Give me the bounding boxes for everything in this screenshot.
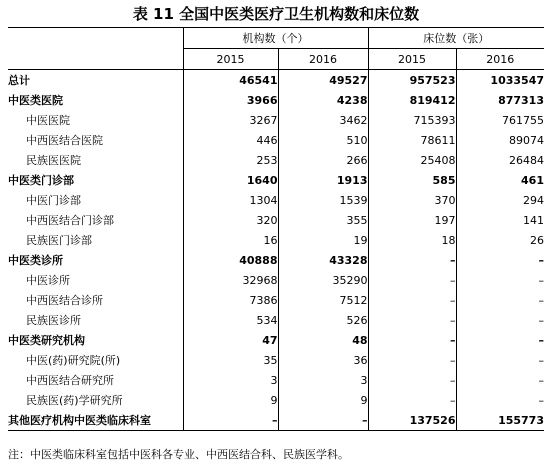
row-label: 民族医医院 bbox=[8, 150, 183, 170]
cell-beds-2015: – bbox=[368, 370, 456, 390]
cell-inst-2016: 19 bbox=[278, 230, 368, 250]
row-label: 中西医结合研究所 bbox=[8, 370, 183, 390]
cell-inst-2015: 1304 bbox=[183, 190, 278, 210]
cell-inst-2016: 266 bbox=[278, 150, 368, 170]
cell-beds-2016: – bbox=[538, 313, 544, 327]
cell-inst-2016: 526 bbox=[278, 310, 368, 330]
cell-beds-2015: 25408 bbox=[368, 150, 456, 170]
cell-inst-2015: 3 bbox=[183, 370, 278, 390]
cell-beds-2016: 89074 bbox=[509, 133, 544, 147]
cell-beds-2015: 18 bbox=[368, 230, 456, 250]
cell-inst-2015: 534 bbox=[183, 310, 278, 330]
cell-inst-2016: 9 bbox=[278, 390, 368, 410]
cell-inst-2015: 46541 bbox=[183, 70, 278, 91]
cell-inst-2015: 446 bbox=[183, 130, 278, 150]
cell-inst-2015: 16 bbox=[183, 230, 278, 250]
cell-beds-2015: – bbox=[368, 310, 456, 330]
header-row-groups bbox=[8, 28, 544, 49]
row-label: 中医医院 bbox=[8, 110, 183, 130]
header-year-beds-2015: 2015 bbox=[368, 49, 456, 70]
cell-inst-2015: 7386 bbox=[183, 290, 278, 310]
cell-inst-2015: 3267 bbox=[183, 110, 278, 130]
header-institutions: 机构数（个） bbox=[183, 28, 368, 49]
table-row bbox=[8, 250, 544, 270]
cell-inst-2015: 320 bbox=[183, 210, 278, 230]
cell-beds-2015: 819412 bbox=[368, 90, 456, 110]
cell-inst-2016: 355 bbox=[278, 210, 368, 230]
table-row bbox=[8, 70, 544, 91]
table-row bbox=[8, 90, 544, 110]
cell-beds-2015: – bbox=[368, 350, 456, 370]
table-body bbox=[8, 28, 544, 431]
table-title: 表 11 全国中医类医疗卫生机构数和床位数 bbox=[132, 5, 420, 23]
row-label: 民族医(药)学研究所 bbox=[8, 390, 183, 410]
table-row bbox=[8, 170, 544, 190]
cell-beds-2015: – bbox=[368, 330, 456, 350]
cell-inst-2016: 36 bbox=[278, 350, 368, 370]
row-label: 其他医疗机构中医类临床科室 bbox=[8, 410, 183, 431]
cell-beds-2016: 141 bbox=[523, 213, 544, 227]
header-corner bbox=[8, 28, 183, 49]
row-label: 中西医结合诊所 bbox=[8, 290, 183, 310]
table-row bbox=[8, 290, 544, 310]
table-row bbox=[8, 370, 544, 390]
row-label: 中医(药)研究院(所) bbox=[8, 350, 183, 370]
header-beds: 床位数（张） bbox=[368, 28, 544, 49]
cell-inst-2016: 3 bbox=[278, 370, 368, 390]
header-year-inst-2015: 2015 bbox=[183, 49, 278, 70]
cell-inst-2016: 43328 bbox=[278, 250, 368, 270]
header-row-years bbox=[8, 49, 544, 70]
cell-beds-2016: – bbox=[538, 393, 544, 407]
row-label: 中医类研究机构 bbox=[8, 330, 183, 350]
cell-inst-2016: – bbox=[278, 410, 368, 431]
table-row bbox=[8, 230, 544, 250]
cell-beds-2015: 585 bbox=[368, 170, 456, 190]
row-label: 中医诊所 bbox=[8, 270, 183, 290]
cell-beds-2015: 715393 bbox=[368, 110, 456, 130]
table-row bbox=[8, 410, 544, 431]
table-row bbox=[8, 390, 544, 410]
cell-inst-2015: 3966 bbox=[183, 90, 278, 110]
row-label: 总计 bbox=[8, 70, 183, 91]
table-row bbox=[8, 310, 544, 330]
cell-inst-2015: 40888 bbox=[183, 250, 278, 270]
cell-beds-2016: – bbox=[538, 373, 544, 387]
cell-inst-2016: 510 bbox=[278, 130, 368, 150]
row-label: 民族医门诊部 bbox=[8, 230, 183, 250]
cell-inst-2015: 32968 bbox=[183, 270, 278, 290]
header-year-inst-2016: 2016 bbox=[278, 49, 368, 70]
header-year-beds-2016: 2016 bbox=[456, 49, 544, 70]
table-row bbox=[8, 190, 544, 210]
cell-beds-2015: 137526 bbox=[368, 410, 456, 431]
cell-inst-2016: 35290 bbox=[278, 270, 368, 290]
row-label: 中医门诊部 bbox=[8, 190, 183, 210]
cell-beds-2015: – bbox=[368, 390, 456, 410]
table-row bbox=[8, 350, 544, 370]
cell-beds-2016: 294 bbox=[523, 193, 544, 207]
cell-inst-2016: 1539 bbox=[278, 190, 368, 210]
row-label: 中医类诊所 bbox=[8, 250, 183, 270]
cell-beds-2016: – bbox=[538, 253, 544, 267]
cell-beds-2015: – bbox=[368, 250, 456, 270]
cell-beds-2015: 78611 bbox=[368, 130, 456, 150]
cell-inst-2016: 1913 bbox=[278, 170, 368, 190]
cell-beds-2016: 155773 bbox=[456, 410, 544, 431]
cell-beds-2015: 197 bbox=[368, 210, 456, 230]
cell-beds-2015: 957523 bbox=[368, 70, 456, 91]
table-row bbox=[8, 110, 544, 130]
row-label: 中西医结合门诊部 bbox=[8, 210, 183, 230]
row-label: 中医类门诊部 bbox=[8, 170, 183, 190]
cell-beds-2016: – bbox=[538, 293, 544, 307]
table-row bbox=[8, 130, 544, 150]
cell-beds-2016: – bbox=[538, 273, 544, 287]
cell-beds-2015: – bbox=[368, 270, 456, 290]
institutions-beds-table bbox=[8, 27, 544, 431]
cell-inst-2015: 35 bbox=[183, 350, 278, 370]
cell-inst-2016: 4238 bbox=[278, 90, 368, 110]
cell-inst-2015: – bbox=[183, 410, 278, 431]
cell-inst-2015: 253 bbox=[183, 150, 278, 170]
row-label: 民族医诊所 bbox=[8, 310, 183, 330]
cell-beds-2016: 26484 bbox=[509, 153, 544, 167]
cell-inst-2015: 47 bbox=[183, 330, 278, 350]
cell-beds-2016: 1033547 bbox=[490, 73, 544, 87]
cell-beds-2015: – bbox=[368, 290, 456, 310]
cell-inst-2015: 1640 bbox=[183, 170, 278, 190]
table-row bbox=[8, 270, 544, 290]
cell-beds-2016: 877313 bbox=[498, 93, 544, 107]
cell-beds-2016: 26 bbox=[530, 233, 544, 247]
footnote: 注：中医类临床科室包括中医科各专业、中西医结合科、民族医学科。 bbox=[8, 448, 349, 461]
header-corner-lower bbox=[8, 49, 183, 70]
table-row bbox=[8, 210, 544, 230]
cell-inst-2016: 3462 bbox=[278, 110, 368, 130]
cell-beds-2015: 370 bbox=[368, 190, 456, 210]
cell-beds-2016: 761755 bbox=[502, 113, 544, 127]
table-row bbox=[8, 330, 544, 350]
cell-beds-2016: – bbox=[538, 353, 544, 367]
cell-beds-2016: – bbox=[538, 333, 544, 347]
cell-inst-2016: 7512 bbox=[278, 290, 368, 310]
cell-inst-2016: 49527 bbox=[278, 70, 368, 91]
cell-inst-2016: 48 bbox=[278, 330, 368, 350]
row-label: 中西医结合医院 bbox=[8, 130, 183, 150]
table-row bbox=[8, 150, 544, 170]
cell-beds-2016: 461 bbox=[521, 173, 544, 187]
row-label: 中医类医院 bbox=[8, 90, 183, 110]
cell-inst-2015: 9 bbox=[183, 390, 278, 410]
